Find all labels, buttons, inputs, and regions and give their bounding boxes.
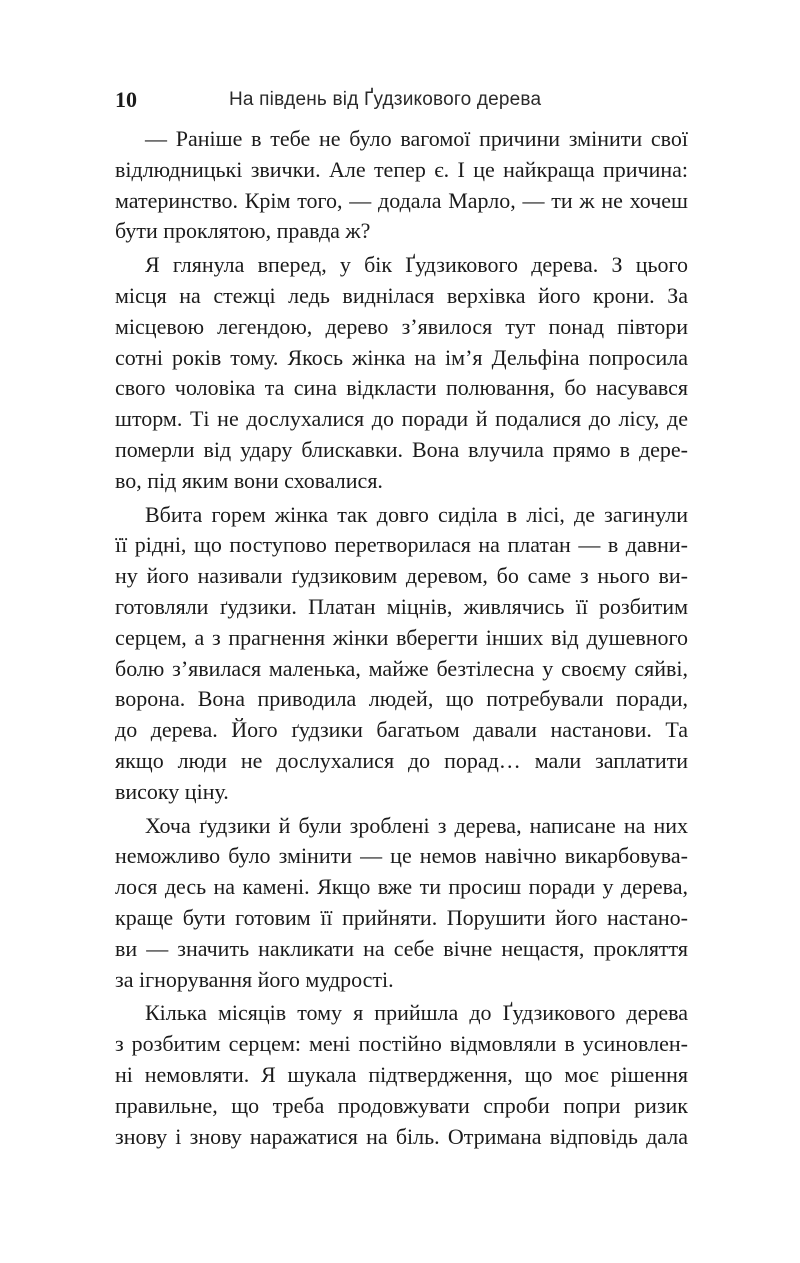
- book-title: На південь від Ґудзикового дерева: [229, 89, 542, 110]
- text-line: готовляли ґудзики. Платан міцнів, живлячись її розбитим: [115, 593, 688, 619]
- text-line: серцем, а з прагнення жінки вберегти інших від душевного: [115, 624, 688, 650]
- text-line: високу ціну.: [115, 778, 229, 804]
- body-text: [115, 124, 688, 1152]
- text-line: правильне, що треба продовжувати спроби попри ризик: [115, 1092, 688, 1118]
- text-line: шторм. Ті не дослухалися до поради й подалися до лісу, де: [115, 406, 688, 432]
- running-header: [115, 82, 688, 118]
- text-line: до дерева. Його ґудзики багатьом давали настанови. Та: [115, 717, 688, 743]
- text-line: відлюдницькі звички. Але тепер є. І це найкраща причина:: [115, 156, 688, 182]
- text-line: свого чоловіка та сина відкласти полювання, бо насувався: [115, 375, 688, 401]
- text-line: з розбитим серцем: мені постійно відмовляли в усиновлен-: [115, 1031, 688, 1057]
- text-line: її рідні, що поступово перетворилася на платан — в давни-: [115, 532, 688, 558]
- text-line: ні немовляти. Я шукала підтвердження, що моє рішення: [115, 1061, 688, 1087]
- text-line: бути проклятою, правда ж?: [115, 218, 371, 244]
- text-line: сотні років тому. Якось жінка на ім’я Дельфіна попросила: [115, 344, 688, 370]
- book-page: [115, 82, 688, 1155]
- paragraph: [115, 811, 688, 996]
- page-number: 10: [115, 87, 137, 112]
- text-line: померли від удару блискавки. Вона влучила прямо в дере-: [115, 436, 688, 462]
- paragraph: [115, 500, 688, 808]
- text-line: знову і знову наражатися на біль. Отримана відповідь дала: [115, 1123, 688, 1149]
- text-line: місцевою легендою, дерево з’явилося тут понад півтори: [115, 313, 688, 339]
- paragraph: [115, 998, 688, 1152]
- text-line: Хоча ґудзики й були зроблені з дерева, написане на них: [145, 812, 688, 838]
- text-line: во, під яким вони сховалися.: [115, 467, 383, 493]
- text-line: краще бути готовим її прийняти. Порушити його настано-: [115, 904, 688, 930]
- text-line: материнство. Крім того, — додала Марло, — ти ж не хочеш: [115, 187, 688, 213]
- text-line: місця на стежці ледь виднілася верхівка його крони. За: [115, 282, 688, 308]
- text-line: за ігнорування його мудрості.: [115, 966, 394, 992]
- text-line: лося десь на камені. Якщо вже ти просиш поради у дерева,: [115, 874, 688, 900]
- text-line: неможливо було змінити — це немов навічно викарбовува-: [115, 843, 688, 869]
- text-line: ворона. Вона приводила людей, що потребували поради,: [115, 686, 688, 712]
- text-line: Кілька місяців тому я прийшла до Ґудзикового дерева: [145, 1000, 688, 1026]
- text-line: ви — значить накликати на себе вічне нещастя, прокляття: [115, 935, 688, 961]
- text-line: Вбита горем жінка так довго сиділа в лісі, де загинули: [145, 501, 688, 527]
- text-line: — Раніше в тебе не було вагомої причини змінити свої: [145, 126, 688, 151]
- text-line: якщо люди не дослухалися до порад… мали заплатити: [115, 747, 688, 773]
- paragraph: [115, 250, 688, 496]
- paragraph: [115, 124, 688, 247]
- text-line: Я глянула вперед, у бік Ґудзикового дерева. З цього: [145, 252, 688, 278]
- text-line: ну його називали ґудзиковим деревом, бо саме з нього ви-: [115, 563, 688, 589]
- text-line: болю з’явилася маленька, майже безтілесна у своєму сяйві,: [115, 655, 688, 681]
